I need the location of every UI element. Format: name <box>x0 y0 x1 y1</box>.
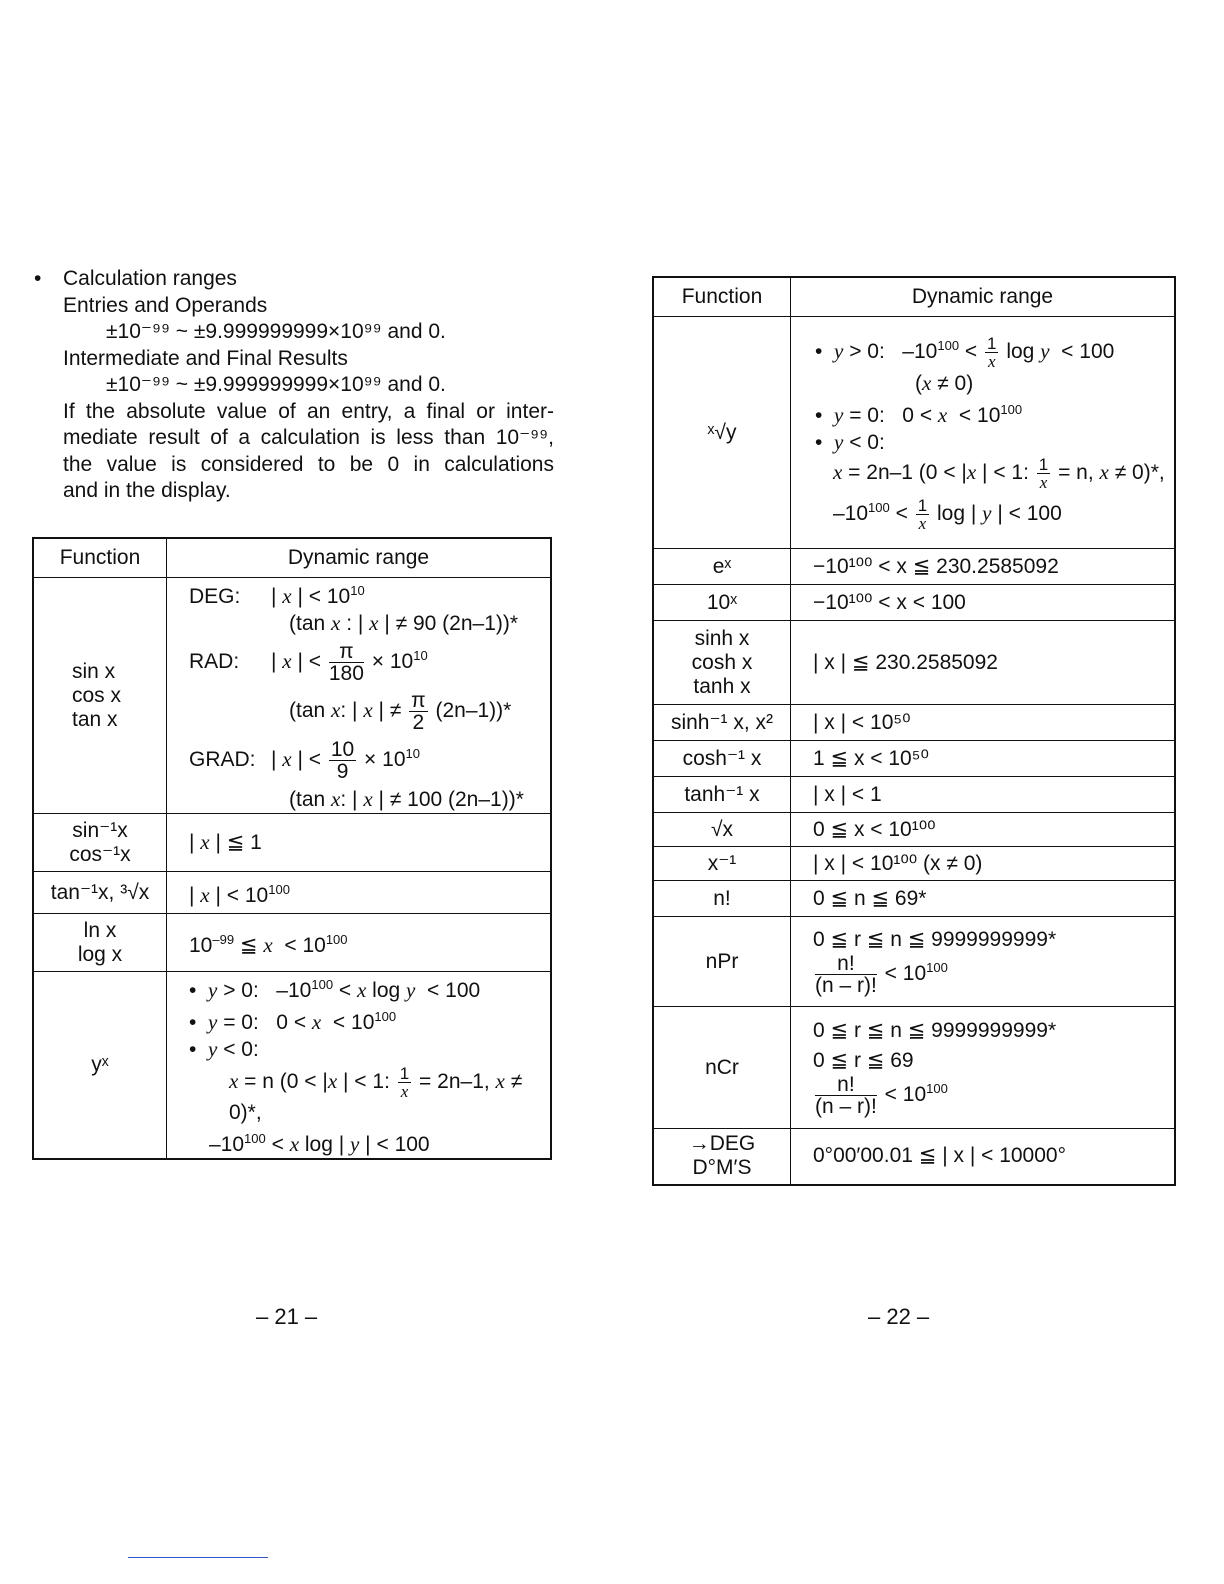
ln-label: ln x <box>83 918 117 942</box>
asin-label: sin⁻¹x <box>72 818 128 842</box>
table-row <box>653 777 1175 813</box>
header-function: Function <box>33 538 167 578</box>
hyp-range: | x | ≦ 230.2585092 <box>791 621 1176 705</box>
to-deg-label: →DEG <box>688 1132 756 1156</box>
intro-para-line: mediate result of a calculation is less than 10⁻⁹⁹, <box>63 426 554 449</box>
table-row <box>653 585 1175 621</box>
recip-range: | x | < 10¹⁰⁰ (x ≠ 0) <box>791 847 1176 881</box>
sin-label: sin x <box>72 659 116 683</box>
npr-range-cell: 0 ≦ r ≦ n ≦ 9999999999* $\frac{n!}{(n - r)!}$ < $10^{100}$ <box>791 917 1176 1007</box>
header-dynamic-range: Dynamic range <box>791 277 1176 317</box>
table-row <box>33 872 551 914</box>
cosh-label: cosh x <box>691 650 753 674</box>
table-row <box>33 972 551 1160</box>
page-number-left: – 21 – <box>256 1304 318 1329</box>
table-row <box>653 1129 1175 1185</box>
footer-rule <box>128 1557 268 1558</box>
asinh-range: | x | < 10⁵⁰ <box>791 705 1176 741</box>
exp-label: eˣ <box>653 549 791 585</box>
entries-label: Entries and Operands <box>63 293 268 317</box>
acosh-range: 1 ≦ x < 10⁵⁰ <box>791 741 1176 777</box>
grad-label: GRAD: <box>189 748 256 772</box>
right-range-table <box>652 276 1176 1186</box>
recip-label: x⁻¹ <box>653 847 791 881</box>
asin-acos-cell <box>33 814 167 872</box>
deg-conv-range: 0°00′00.01 ≦ | x | < 10000° <box>791 1129 1176 1185</box>
intro-para-line: and in the display. <box>63 479 231 502</box>
atanh-range: | x | < 1 <box>791 777 1176 813</box>
log-label: log x <box>77 942 123 966</box>
intro-para-line: If the absolute value of an entry, a final or inter- <box>63 399 554 423</box>
sinh-label: sinh x <box>694 626 750 650</box>
header-dynamic-range: Dynamic range <box>167 538 552 578</box>
root-range-cell: • y > 0: $-10^{100}$ < $\frac{1}{x}$ log y < 100 (x ≠ 0) • y = 0: $0 < x < 10^{100}$ • y < 0: x = 2n–1 (0 < |x | < 1: $\frac{1}{x}$ = n, x ≠ 0)*, $-10^{100}$ < $\frac{1}{x}$ log | y | < 100 <box>791 317 1176 549</box>
table-row <box>653 813 1175 847</box>
ncr-label: nCr <box>653 1007 791 1129</box>
rad-label: RAD: <box>189 650 240 674</box>
table-row <box>33 914 551 972</box>
root-label: ˣ√y <box>653 317 791 549</box>
npr-range: 0 ≦ r ≦ n ≦ 9999999999* <box>813 928 1057 951</box>
ten-pow-label: 10ˣ <box>653 585 791 621</box>
table-row <box>33 814 551 872</box>
ten-pow-range: −10¹⁰⁰ < x < 100 <box>791 585 1176 621</box>
tan-label: tan x <box>72 707 118 731</box>
entries-range: ±10⁻⁹⁹ ~ ±9.999999999×10⁹⁹ and 0. <box>106 320 446 343</box>
bullet-icon: • <box>34 267 42 290</box>
tanh-label: tanh x <box>693 674 751 698</box>
ncr-range-2: 0 ≦ r ≦ 69 <box>813 1049 914 1072</box>
atan-range-cell: | x | < $10^{100}$ <box>167 872 552 914</box>
ncr-range-cell: 0 ≦ r ≦ n ≦ 9999999999* 0 ≦ r ≦ 69 $\frac{n!}{(n - r)!}$ < $10^{100}$ <box>791 1007 1176 1129</box>
calculation-ranges-intro <box>34 266 554 505</box>
hyp-function-cell <box>653 621 791 705</box>
table-row <box>653 881 1175 917</box>
table-row <box>653 621 1175 705</box>
results-range: ±10⁻⁹⁹ ~ ±9.999999999×10⁹⁹ and 0. <box>106 373 446 396</box>
npr-label: nPr <box>653 917 791 1007</box>
acos-label: cos⁻¹x <box>69 842 131 866</box>
table-row <box>33 578 551 814</box>
intro-para-line: the value is considered to be 0 in calculations <box>63 452 554 476</box>
ln-log-cell <box>33 914 167 972</box>
table-row <box>653 549 1175 585</box>
fact-label: n! <box>653 881 791 917</box>
acosh-label: cosh⁻¹ x <box>653 741 791 777</box>
table-row <box>653 741 1175 777</box>
atanh-label: tanh⁻¹ x <box>653 777 791 813</box>
deg-conv-cell <box>653 1129 791 1185</box>
left-range-table <box>32 537 552 1160</box>
ncr-range-1: 0 ≦ r ≦ n ≦ 9999999999* <box>813 1019 1057 1042</box>
exp-range: −10¹⁰⁰ < x ≦ 230.2585092 <box>791 549 1176 585</box>
dms-label: D°M′S <box>692 1156 752 1180</box>
sqrt-range: 0 ≦ x < 10¹⁰⁰ <box>791 813 1176 847</box>
pow-range-cell: • y > 0: $-10^{100} < x$ log y < 100 • y = 0: $0 < x < 10^{100}$ • y < 0: x = n (0 < |x | < 1: $\frac{1}{x}$ = 2n–1, x ≠ 0)*, $-10^{100} < x$ log | y | < 100 <box>167 972 552 1160</box>
cos-label: cos x <box>72 683 122 707</box>
asin-range-cell: | x | ≦ 1 <box>167 814 552 872</box>
table-row <box>653 317 1175 549</box>
pow-label: yˣ <box>33 972 167 1160</box>
table-row <box>653 917 1175 1007</box>
ln-range-cell: $10^{-99}$ ≦ $x < 10^{100}$ <box>167 914 552 972</box>
table-row <box>653 1007 1175 1129</box>
header-function: Function <box>653 277 791 317</box>
intro-heading: Calculation ranges <box>63 267 237 290</box>
deg-label: DEG: <box>189 585 241 608</box>
results-label: Intermediate and Final Results <box>63 346 348 370</box>
fact-range: 0 ≦ n ≦ 69* <box>791 881 1176 917</box>
table-row <box>653 847 1175 881</box>
asinh-label: sinh⁻¹ x, x² <box>653 705 791 741</box>
table-row <box>653 705 1175 741</box>
sqrt-label: √x <box>653 813 791 847</box>
trig-range-cell: DEG: | x | < $10^{10}$ (tan x : | x | ≠ 90 (2n–1))* RAD: | x | < $\frac{\pi}{180}$ × $10^{10}$ (tan x: | x | ≠ $\frac{\pi}{2}$ (2n–1))* GRAD: | x | < $\frac{10}{9}$ × $10^{10}$ (tan x: | x | ≠ 100 (2n–1))* <box>167 578 552 814</box>
trig-function-cell <box>33 578 167 814</box>
atan-label: tan⁻¹x, ³√x <box>33 872 167 914</box>
page-number-right: – 22 – <box>868 1304 930 1329</box>
